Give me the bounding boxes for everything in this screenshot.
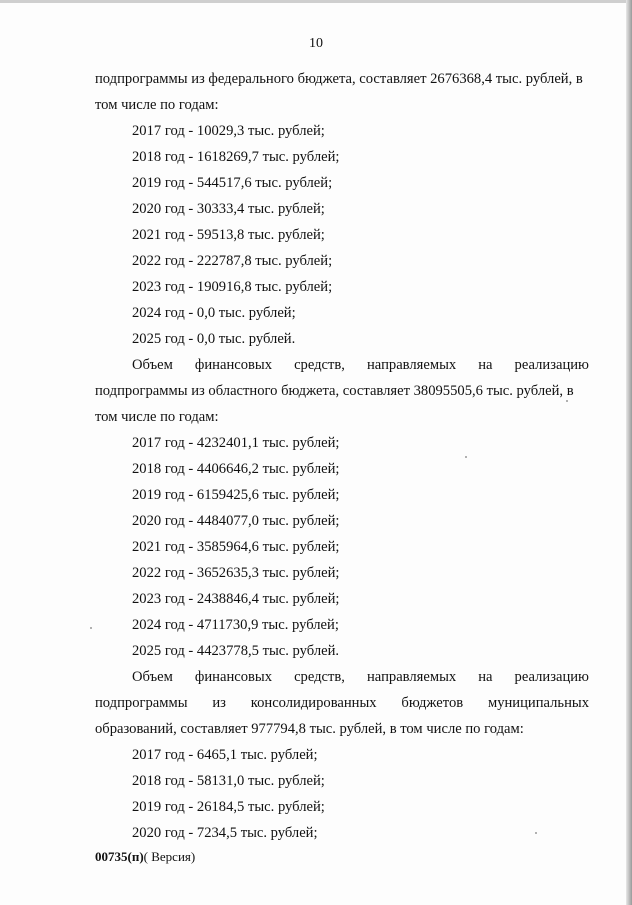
- page-number: 10: [309, 36, 323, 51]
- block1-line2: том числе по годам:: [95, 97, 219, 113]
- list-item: 2021 год - 3585964,6 тыс. рублей;: [132, 539, 340, 555]
- block1-line1-text: подпрограммы из федерального бюджета, составляет 2676368,4 тыс. рублей, в: [95, 71, 583, 87]
- word: направляемых: [367, 357, 457, 373]
- block2-line3: том числе по годам:: [95, 409, 219, 425]
- scan-top-edge: [0, 0, 632, 3]
- word: на: [478, 357, 493, 373]
- list-item: 2020 год - 7234,5 тыс. рублей;: [132, 825, 318, 841]
- word: средств,: [294, 357, 345, 373]
- word: консолидированных: [250, 695, 377, 711]
- list-item: 2023 год - 190916,8 тыс. рублей;: [132, 279, 333, 295]
- list-item: 2019 год - 6159425,6 тыс. рублей;: [132, 487, 340, 503]
- list-item: 2024 год - 0,0 тыс. рублей;: [132, 305, 296, 321]
- list-item: 2019 год - 26184,5 тыс. рублей;: [132, 799, 325, 815]
- list-item: 2022 год - 222787,8 тыс. рублей;: [132, 253, 333, 269]
- list-item: 2025 год - 4423778,5 тыс. рублей.: [132, 643, 340, 659]
- list-item: 2023 год - 2438846,4 тыс. рублей;: [132, 591, 340, 607]
- list-item: 2017 год - 4232401,1 тыс. рублей;: [132, 435, 340, 451]
- word: бюджетов: [401, 695, 464, 711]
- list-item: 2024 год - 4711730,9 тыс. рублей;: [132, 617, 339, 633]
- list-item: 2020 год - 30333,4 тыс. рублей;: [132, 201, 325, 217]
- word: финансовых: [194, 357, 273, 373]
- list-item: 2017 год - 6465,1 тыс. рублей;: [132, 747, 318, 763]
- list-item: 2020 год - 4484077,0 тыс. рублей;: [132, 513, 340, 529]
- word: реализацию: [514, 669, 589, 685]
- body-text: [95, 66, 589, 846]
- list-item: 2018 год - 58131,0 тыс. рублей;: [132, 773, 325, 789]
- word: Объем: [132, 357, 173, 373]
- word: направляемых: [367, 669, 457, 685]
- list-item: 2025 год - 0,0 тыс. рублей.: [132, 331, 296, 347]
- word: реализацию: [514, 357, 589, 373]
- word: подпрограммы: [95, 695, 188, 711]
- word: на: [478, 669, 493, 685]
- block3-line2: [95, 690, 589, 716]
- list-item: 2021 год - 59513,8 тыс. рублей;: [132, 227, 325, 243]
- scan-speck: [566, 400, 568, 402]
- block2-line2: подпрограммы из областного бюджета, составляет 38095505,6 тыс. рублей, в: [95, 383, 574, 399]
- document-footer: [95, 849, 195, 865]
- list-item: 2017 год - 10029,3 тыс. рублей;: [132, 123, 325, 139]
- list-item: 2019 год - 544517,6 тыс. рублей;: [132, 175, 333, 191]
- word: средств,: [294, 669, 345, 685]
- document-version: ( Версия): [143, 849, 196, 864]
- word: Объем: [132, 669, 173, 685]
- scan-right-edge: [626, 0, 632, 905]
- word: финансовых: [194, 669, 273, 685]
- list-item: 2018 год - 1618269,7 тыс. рублей;: [132, 149, 340, 165]
- list-item: 2022 год - 3652635,3 тыс. рублей;: [132, 565, 340, 581]
- block3-line1: [95, 664, 589, 690]
- scan-speck: [90, 627, 92, 629]
- word: из: [212, 695, 226, 711]
- scan-speck: [535, 832, 537, 834]
- document-code: 00735(п): [95, 849, 144, 864]
- block2-line1: [95, 352, 589, 378]
- block3-line3: образований, составляет 977794,8 тыс. рублей, в том числе по годам:: [95, 721, 524, 737]
- list-item: 2018 год - 4406646,2 тыс. рублей;: [132, 461, 340, 477]
- word: муниципальных: [487, 695, 589, 711]
- scan-speck: [465, 456, 467, 458]
- block1-line1: [95, 66, 589, 92]
